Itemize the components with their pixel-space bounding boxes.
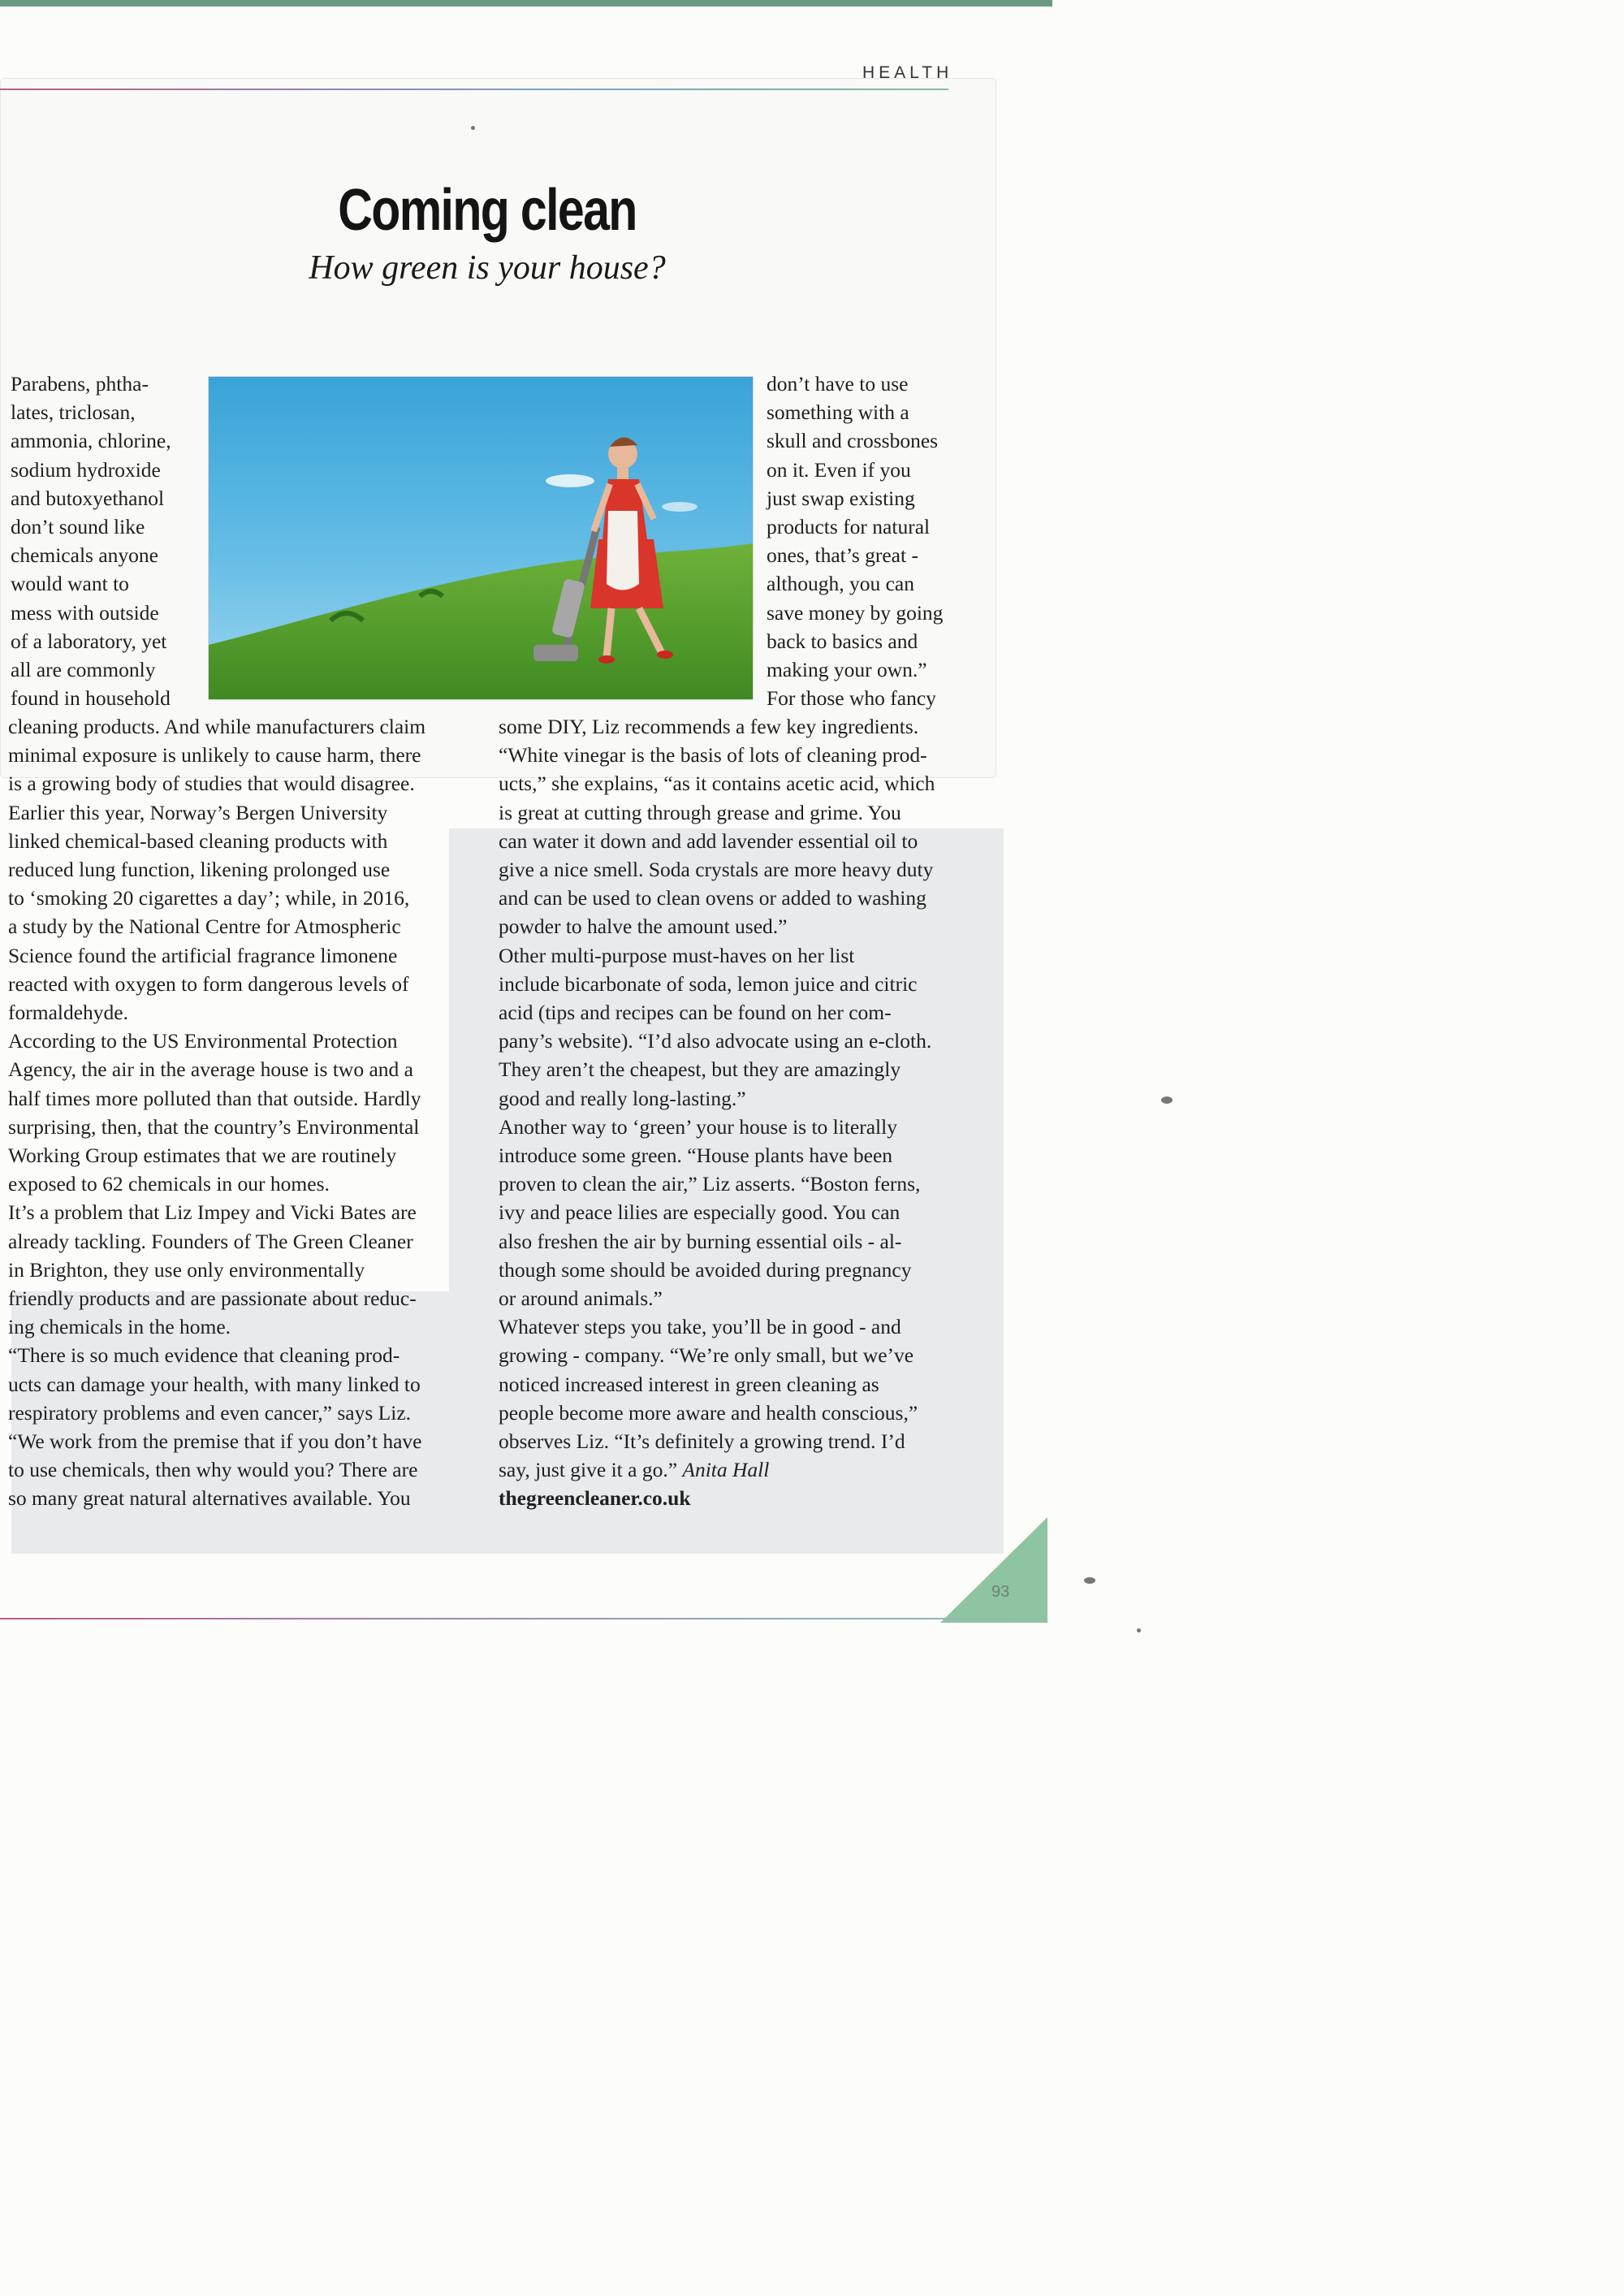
article-title: Coming clean	[338, 178, 637, 243]
text-line: Working Group estimates that we are routinely	[8, 1144, 397, 1168]
text-line: minimal exposure is unlikely to cause harm, there	[8, 743, 421, 767]
text-line: to use chemicals, then why would you? There are	[8, 1458, 418, 1482]
text-line: some DIY, Liz recommends a few key ingredients.	[499, 715, 919, 738]
text-line: of a laboratory, yet	[11, 629, 167, 653]
text-line: to ‘smoking 20 cigarettes a day’; while, in 2016,	[8, 886, 410, 910]
text-line: don’t have to use	[767, 372, 909, 396]
text-line: and can be used to clean ovens or added to washing	[499, 886, 926, 910]
text-line: is great at cutting through grease and grime. You	[499, 800, 901, 824]
text-line: formaldehyde.	[8, 1001, 128, 1025]
text-line: Other multi-purpose must-haves on her list	[499, 943, 855, 967]
text-line: Whatever steps you take, you’ll be in good - and	[499, 1315, 901, 1339]
left-column-body	[8, 712, 463, 1513]
text-line: chemicals anyone	[11, 543, 158, 568]
text-line: Science found the artificial fragrance limonene	[8, 943, 398, 967]
text-line: lates, triclosan,	[11, 400, 136, 425]
text-line: on it. Even if you	[767, 457, 911, 482]
page-number: 93	[991, 1583, 1010, 1601]
text-line: “There is so much evidence that cleaning prod-	[8, 1343, 400, 1368]
author-signature: Anita Hall	[682, 1458, 770, 1482]
text-line: Another way to ‘green’ your house is to literally	[499, 1114, 897, 1139]
section-label: HEALTH	[862, 63, 953, 82]
text-line: respiratory problems and even cancer,” says Liz.	[8, 1400, 412, 1425]
text-line: linked chemical-based cleaning products with	[8, 828, 388, 853]
text-line: noticed increased interest in green cleaning as	[499, 1372, 879, 1396]
text-line: surprising, then, that the country’s Environmental	[8, 1114, 420, 1139]
text-line: growing - company. “We’re only small, but we’ve	[499, 1343, 914, 1368]
text-line: powder to halve the amount used.”	[499, 915, 788, 939]
text-line: already tackling. Founders of The Green Cleaner	[8, 1229, 413, 1253]
text-line: something with a	[767, 400, 909, 425]
text-line: can water it down and add lavender essential oil to	[499, 828, 918, 853]
text-line: Agency, the air in the average house is two and a	[8, 1057, 413, 1082]
text-line: “We work from the premise that if you don’t have	[8, 1429, 422, 1454]
right-column-intro	[767, 370, 961, 712]
text-line: introduce some green. “House plants have been	[499, 1144, 893, 1168]
text-line: would want to	[11, 572, 129, 596]
text-line: all are commonly	[11, 658, 156, 682]
footer-rule	[0, 1618, 1047, 1619]
text-line: pany’s website). “I’d also advocate using an e-cloth.	[499, 1029, 932, 1053]
text-line: According to the US Environmental Protection	[8, 1029, 398, 1053]
text-line: friendly products and are passionate about reduc-	[8, 1286, 417, 1311]
text-line: ucts,” she explains, “as it contains acetic acid, which	[499, 772, 935, 796]
website-credit: thegreencleaner.co.uk	[499, 1486, 691, 1511]
text-line: It’s a problem that Liz Impey and Vicki Bates are	[8, 1200, 417, 1225]
left-column-intro	[11, 370, 205, 712]
text-line: reacted with oxygen to form dangerous levels of	[8, 971, 409, 996]
paper-speck	[471, 126, 475, 130]
text-line: though some should be avoided during pregnancy	[499, 1257, 912, 1282]
corner-triangle-icon	[940, 1517, 1047, 1623]
text-line: mess with outside	[11, 600, 159, 625]
header-rule	[0, 89, 948, 90]
article-subtitle: How green is your house?	[309, 249, 666, 287]
text-line: give a nice smell. Soda crystals are more heavy duty	[499, 858, 934, 882]
text-line: “White vinegar is the basis of lots of cleaning prod-	[499, 743, 927, 767]
text-line: exposed to 62 chemicals in our homes.	[8, 1172, 330, 1196]
text-line: half times more polluted than that outside. Hardly	[8, 1086, 421, 1110]
paper-speck	[1161, 1096, 1173, 1104]
paper-speck	[1137, 1628, 1141, 1632]
text-line: acid (tips and recipes can be found on her com-	[499, 1001, 892, 1025]
text-line: just swap existing	[767, 486, 915, 510]
text-line: ing chemicals in the home.	[8, 1315, 231, 1339]
text-line: For those who fancy	[767, 686, 936, 711]
text-line: observes Liz. “It’s definitely a growing trend. I’d	[499, 1429, 905, 1454]
text-line: products for natural	[767, 515, 931, 539]
text-line: or around animals.”	[499, 1286, 663, 1311]
text-line: proven to clean the air,” Liz asserts. “Boston ferns,	[499, 1172, 921, 1196]
text-line: and butoxyethanol	[11, 486, 165, 510]
photo-illustration	[209, 377, 753, 699]
text-line: reduced lung function, likening prolonged use	[8, 858, 391, 882]
text-line: also freshen the air by burning essential oils - al-	[499, 1229, 902, 1253]
text-line: a study by the National Centre for Atmospheric	[8, 915, 401, 939]
text-line: cleaning products. And while manufacturers claim	[8, 715, 426, 738]
text-line: in Brighton, they use only environmentally	[8, 1257, 365, 1282]
text-line: Earlier this year, Norway’s Bergen University	[8, 800, 388, 824]
woman-vacuuming-grass-hill-photo	[208, 376, 754, 700]
text-line: ammonia, chlorine,	[11, 429, 171, 453]
text-line: ucts can damage your health, with many linked to	[8, 1372, 421, 1396]
text-line: ones, that’s great -	[767, 543, 918, 568]
closing-text: say, just give it a go.”	[499, 1458, 678, 1482]
text-line: although, you can	[767, 572, 914, 596]
right-column-body	[499, 712, 986, 1513]
paper-speck	[1084, 1577, 1095, 1584]
text-line: sodium hydroxide	[11, 457, 161, 482]
page-corner-triangle	[940, 1517, 1047, 1627]
text-line: is a growing body of studies that would disagree.	[8, 772, 415, 796]
text-line: save money by going	[767, 600, 944, 625]
text-line: good and really long-lasting.”	[499, 1086, 746, 1110]
text-line: Parabens, phtha-	[11, 372, 149, 396]
top-color-bar	[0, 0, 1052, 6]
text-line: They aren’t the cheapest, but they are amazingly	[499, 1057, 901, 1082]
text-line: so many great natural alternatives available. You	[8, 1486, 411, 1511]
text-line: skull and crossbones	[767, 429, 939, 453]
text-line: back to basics and	[767, 629, 918, 653]
text-line: found in household	[11, 686, 171, 711]
text-line: ivy and peace lilies are especially good. You can	[499, 1200, 901, 1225]
closing-line	[499, 1455, 986, 1484]
text-line: don’t sound like	[11, 515, 145, 539]
text-line: include bicarbonate of soda, lemon juice and citric	[499, 971, 918, 996]
text-line: people become more aware and health conscious,”	[499, 1400, 918, 1425]
text-line: making your own.”	[767, 658, 927, 682]
